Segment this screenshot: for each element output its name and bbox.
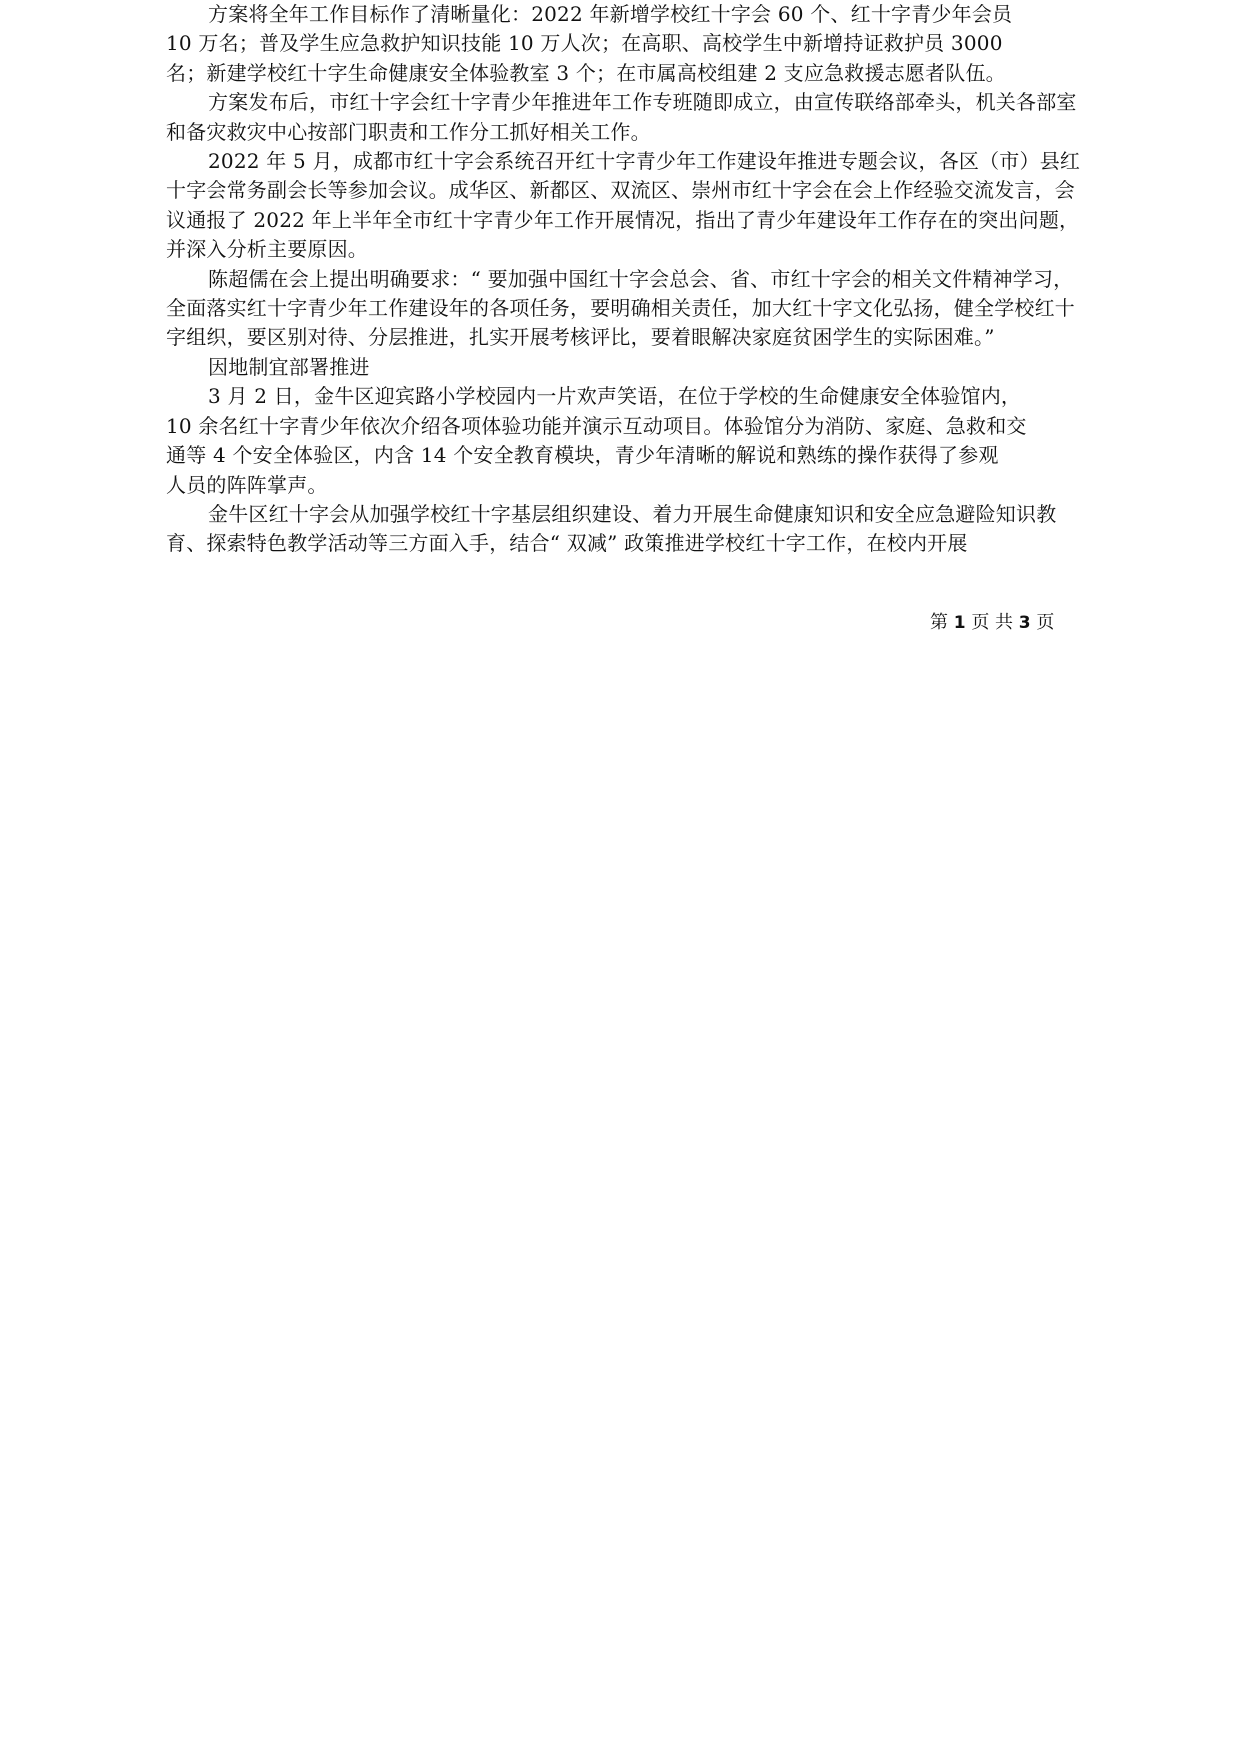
paragraph-line: 通等 4 个安全体验区，内含 14 个安全教育模块，青少年清晰的解说和熟练的操作获得了参观 <box>166 443 999 468</box>
page-total: 3 <box>1018 613 1031 633</box>
footer-suffix: 页 <box>1036 612 1055 633</box>
page-footer <box>930 611 1054 635</box>
paragraph-line: 人员的阵阵掌声。 <box>166 472 328 497</box>
paragraph-line: 10 余名红十字青少年依次介绍各项体验功能并演示互动项目。体验馆分为消防、家庭、急救和交 <box>166 413 1027 438</box>
paragraph-line: 3 月 2 日，金牛区迎宾路小学校园内一片欢声笑语，在位于学校的生命健康安全体验馆内， <box>208 384 1022 409</box>
page-number: 1 <box>953 613 966 633</box>
paragraph-experience-hall <box>166 382 1086 500</box>
paragraph-task-force: 方案发布后，市红十字会红十字青少年推进年工作专班随即成立，由宣传联络部牵头，机关各部室和备灾救灾中心按部门职责和工作分工抓好相关工作。 <box>166 90 1077 144</box>
paragraph-may-meeting: 2022 年 5 月，成都市红十字会系统召开红十字青少年工作建设年推进专题会议，各区（市）县红十字会常务副会长等参加会议。成华区、新都区、双流区、崇州市红十字会在会上作经验交流发言，会议通报了 2022 年上半年全市红十字青少年工作开展情况，指出了青少年建设年工作存在的突出问题，并深入分析主要原因。 <box>166 149 1081 262</box>
footer-mid: 页 共 <box>971 612 1014 633</box>
section-heading: 因地制宜部署推进 <box>208 354 370 379</box>
paragraph-requirements: 陈超儒在会上提出明确要求：“ 要加强中国红十字会总会、省、市红十字会的相关文件精神学习，全面落实红十字青少年工作建设年的各项任务，要明确相关责任，加大红十字文化弘扬，健全学校红十字组织，要区别对待、分层推进，扎实开展考核评比，要着眼解决家庭贫困学生的实际困难。” <box>166 266 1075 350</box>
footer-prefix: 第 <box>930 612 948 633</box>
paragraph-targets <box>166 0 1086 88</box>
paragraph-jinniu-district: 金牛区红十字会从加强学校红十字基层组织建设、着力开展生命健康知识和安全应急避险知识教育、探索特色教学活动等三方面入手，结合“ 双减” 政策推进学校红十字工作，在校内开展 <box>166 501 1057 556</box>
paragraph-line: 10 万名；普及学生应急救护知识技能 10 万人次；在高职、高校学生中新增持证救护员 3000 <box>166 31 1003 56</box>
paragraph-line: 方案将全年工作目标作了清晰量化：2022 年新增学校红十字会 60 个、红十字青少年会员 <box>208 2 1013 26</box>
body-text <box>166 0 1086 559</box>
paragraph-line: 名；新建学校红十字生命健康安全体验教室 3 个；在市属高校组建 2 支应急救援志愿者队伍。 <box>166 60 1006 85</box>
